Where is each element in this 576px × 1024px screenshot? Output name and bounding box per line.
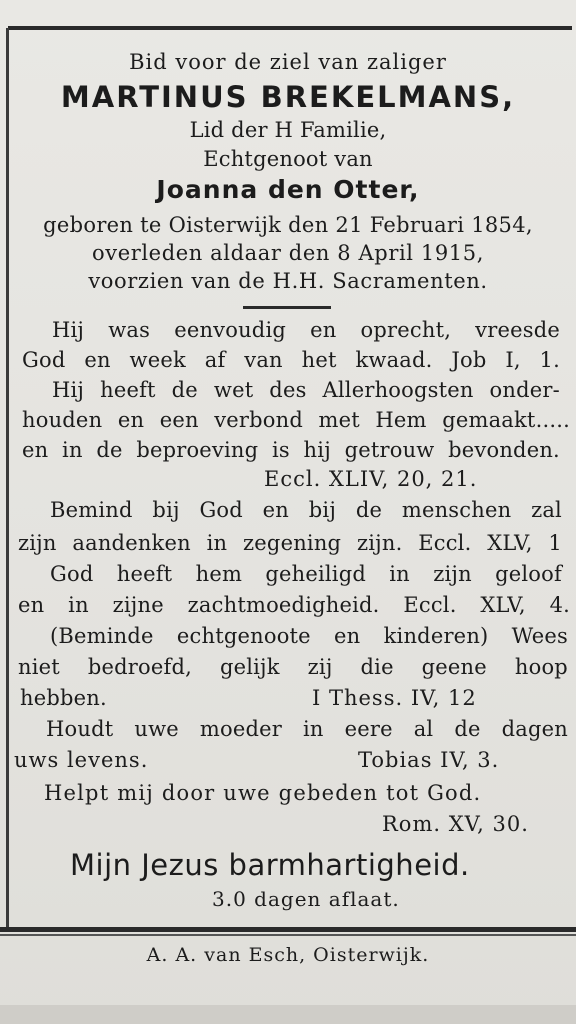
verse-line: Houdt uwe moeder in eere al de dagen <box>46 717 568 741</box>
verse-line: en in de beproeving is hij getrouw bevonden. <box>22 438 560 462</box>
death-line: overleden aldaar den 8 April 1915, <box>91 241 484 265</box>
spouse-intro: Echtgenoot van <box>203 147 373 171</box>
sacraments-line: voorzien van de H.H. Sacramenten. <box>88 269 488 293</box>
verse-line: God heeft hem geheiligd in zijn geloof <box>50 562 562 586</box>
card-edge <box>0 1005 576 1024</box>
spouse-name: Joanna den Otter, <box>156 175 420 204</box>
verse-reference: Tobias IV, 3. <box>358 748 500 772</box>
family-line: Lid der H Familie, <box>189 118 387 142</box>
indulgence-line: 3.0 dagen aflaat. <box>212 887 400 911</box>
verse-line: houden en een verbond met Hem gemaakt..... <box>22 408 570 432</box>
verse-line: God en week af van het kwaad. Job I, 1. <box>22 348 560 372</box>
printer-credit: A. A. van Esch, Oisterwijk. <box>146 944 430 966</box>
verse-reference: Eccl. XLIV, 20, 21. <box>264 467 478 491</box>
verse-line: (Beminde echtgenoote en kinderen) Wees <box>50 624 568 648</box>
verse-line: zijn aandenken in zegening zijn. Eccl. XLV, 1 <box>18 531 562 555</box>
verse-line: Helpt mij door uwe gebeden tot God. <box>44 781 482 805</box>
verse-line: hebben. <box>20 686 107 710</box>
verse-line: niet bedroefd, gelijk zij die geene hoop <box>18 655 568 679</box>
verse-line: Hij was eenvoudig en oprecht, vreesde <box>52 318 560 342</box>
verse-line: uws levens. <box>14 748 149 772</box>
verse-line: en in zijne zachtmoedigheid. Eccl. XLV, 4. <box>18 593 570 617</box>
verse-line: Hij heeft de wet des Allerhoogsten onder- <box>52 378 560 402</box>
separator-rule <box>243 306 331 309</box>
verse-line: Bemind bij God en bij de menschen zal <box>50 498 562 522</box>
verse-reference: I Thess. IV, 12 <box>312 686 477 710</box>
verse-reference: Rom. XV, 30. <box>382 812 529 836</box>
deceased-name: MARTINUS BREKELMANS, <box>60 80 516 114</box>
intro-line: Bid voor de ziel van zaliger <box>129 50 447 74</box>
bottom-border-rule <box>0 927 576 932</box>
top-border-rule <box>8 26 572 30</box>
bottom-border-thin-rule <box>0 934 576 936</box>
prayer-title: Mijn Jezus barmhartigheid. <box>70 848 470 882</box>
birth-line: geboren te Oisterwijk den 21 Februari 1854, <box>43 213 533 237</box>
